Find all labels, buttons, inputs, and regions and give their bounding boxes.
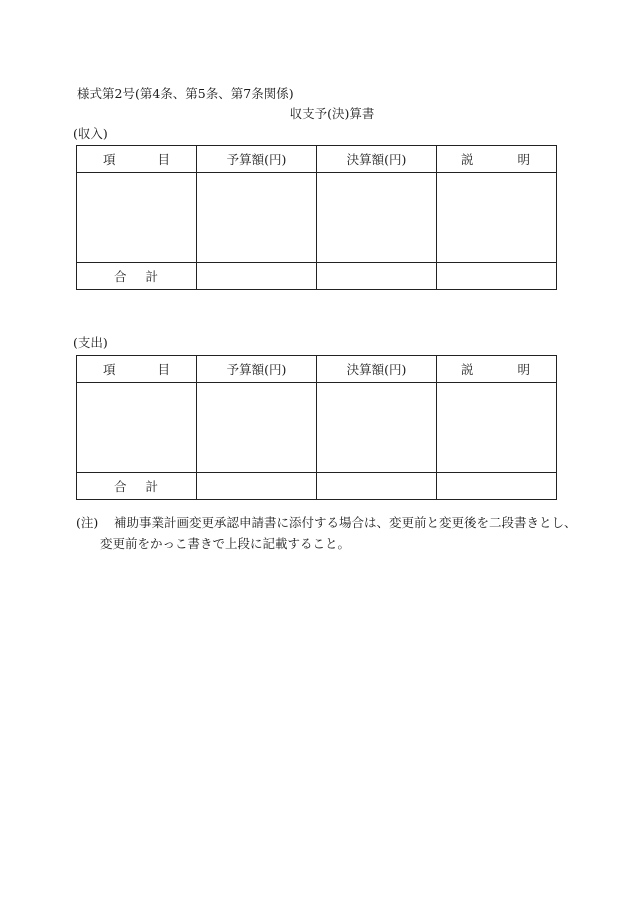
income-header-item-char2: 目 — [157, 152, 170, 167]
document-title-text: 収支予(決)算書 — [289, 106, 375, 121]
document-title — [0, 104, 630, 122]
note-line-2: 変更前をかっこ書きで上段に記載すること。 — [100, 536, 351, 551]
income-total-label — [77, 263, 197, 290]
note-line-1: 補助事業計画変更承認申請書に添付する場合は、変更前と変更後を二段書きとし、 — [114, 515, 577, 530]
expense-header-description — [437, 356, 557, 383]
income-header-item-char1: 項 — [103, 152, 116, 167]
form-number: 様式第2号(第4条、第5条、第7条関係) — [77, 86, 294, 101]
expense-total-budget-cell[interactable] — [197, 473, 317, 500]
expense-total-char1: 合 — [114, 479, 127, 494]
income-header-item — [77, 146, 197, 173]
income-header-settlement: 決算額(円) — [317, 146, 437, 173]
expense-table — [76, 355, 557, 500]
income-total-row — [77, 263, 557, 290]
expense-total-description-cell[interactable] — [437, 473, 557, 500]
income-header-budget: 予算額(円) — [197, 146, 317, 173]
income-header-row — [77, 146, 557, 173]
expense-description-cell[interactable] — [437, 383, 557, 473]
income-entry-row — [77, 173, 557, 263]
note-mark: (注) — [76, 515, 99, 530]
expense-header-item-char2: 目 — [157, 362, 170, 377]
expense-section-label: (支出) — [73, 335, 108, 350]
income-budget-cell[interactable] — [197, 173, 317, 263]
income-section-label: (収入) — [73, 126, 108, 141]
expense-header-settlement: 決算額(円) — [317, 356, 437, 383]
income-settlement-cell[interactable] — [317, 173, 437, 263]
income-description-cell[interactable] — [437, 173, 557, 263]
expense-entry-row — [77, 383, 557, 473]
expense-total-label — [77, 473, 197, 500]
expense-header-budget: 予算額(円) — [197, 356, 317, 383]
income-total-char2: 計 — [145, 269, 158, 284]
income-total-budget-cell[interactable] — [197, 263, 317, 290]
expense-header-description-char2: 明 — [517, 362, 530, 377]
expense-total-row — [77, 473, 557, 500]
income-header-description — [437, 146, 557, 173]
income-item-cell[interactable] — [77, 173, 197, 263]
expense-header-row — [77, 356, 557, 383]
expense-header-item — [77, 356, 197, 383]
expense-settlement-cell[interactable] — [317, 383, 437, 473]
expense-header-item-char1: 項 — [103, 362, 116, 377]
expense-header-description-char1: 説 — [461, 362, 474, 377]
expense-item-cell[interactable] — [77, 383, 197, 473]
income-total-char1: 合 — [114, 269, 127, 284]
income-total-description-cell[interactable] — [437, 263, 557, 290]
expense-total-char2: 計 — [145, 479, 158, 494]
expense-budget-cell[interactable] — [197, 383, 317, 473]
income-header-description-char2: 明 — [517, 152, 530, 167]
income-header-description-char1: 説 — [461, 152, 474, 167]
income-total-settlement-cell[interactable] — [317, 263, 437, 290]
expense-total-settlement-cell[interactable] — [317, 473, 437, 500]
income-table — [76, 145, 557, 290]
